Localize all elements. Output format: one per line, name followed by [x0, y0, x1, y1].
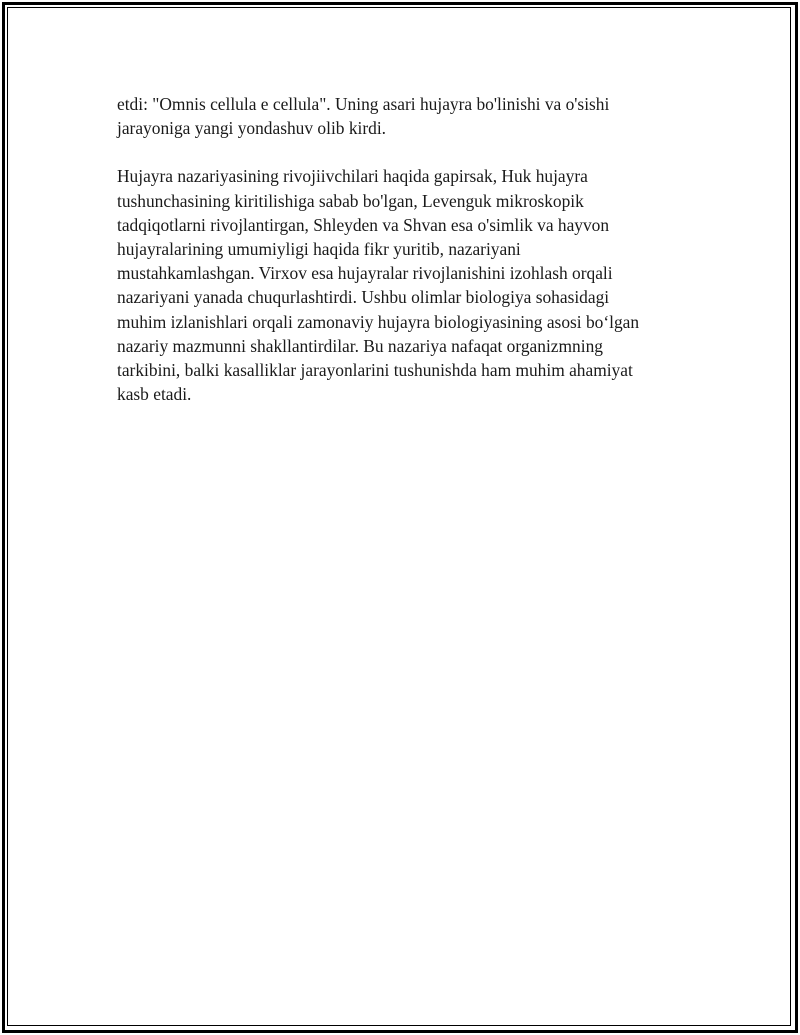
- text-line: mustahkamlashgan. Virxov esa hujayralar rivojlanishini izohlash orqali: [117, 263, 613, 284]
- document-body: [117, 92, 697, 406]
- text-line: muhim izlanishlari orqali zamonaviy hujayra biologiyasining asosi bo‘lgan: [117, 311, 640, 332]
- text-line: nazariy mazmunni shakllantirdilar. Bu nazariya nafaqat organizmning: [117, 335, 603, 356]
- text-line: Hujayra nazariyasining rivojiivchilari haqida gapirsak, Huk hujayra: [117, 166, 588, 187]
- paragraph-2: [117, 164, 697, 406]
- text-line: hujayralarining umumiyligi haqida fikr yuritib, nazariyani: [117, 239, 521, 260]
- text-line: kasb etadi.: [117, 384, 192, 405]
- paragraph-1: [117, 92, 697, 140]
- text-line: nazariyani yanada chuqurlashtirdi. Ushbu olimlar biologiya sohasidagi: [117, 287, 610, 308]
- text-line: etdi: "Omnis cellula e cellula". Uning asari hujayra bo'linishi va o'sishi: [117, 94, 610, 114]
- text-line: jarayoniga yangi yondashuv olib kirdi.: [117, 118, 387, 139]
- text-line: tadqiqotlarni rivojlantirgan, Shleyden va Shvan esa o'simlik va hayvon: [117, 214, 610, 235]
- text-line: tushunchasining kiritilishiga sabab bo'lgan, Levenguk mikroskopik: [117, 190, 584, 211]
- text-line: tarkibini, balki kasalliklar jarayonlarini tushunishda ham muhim ahamiyat: [117, 360, 633, 381]
